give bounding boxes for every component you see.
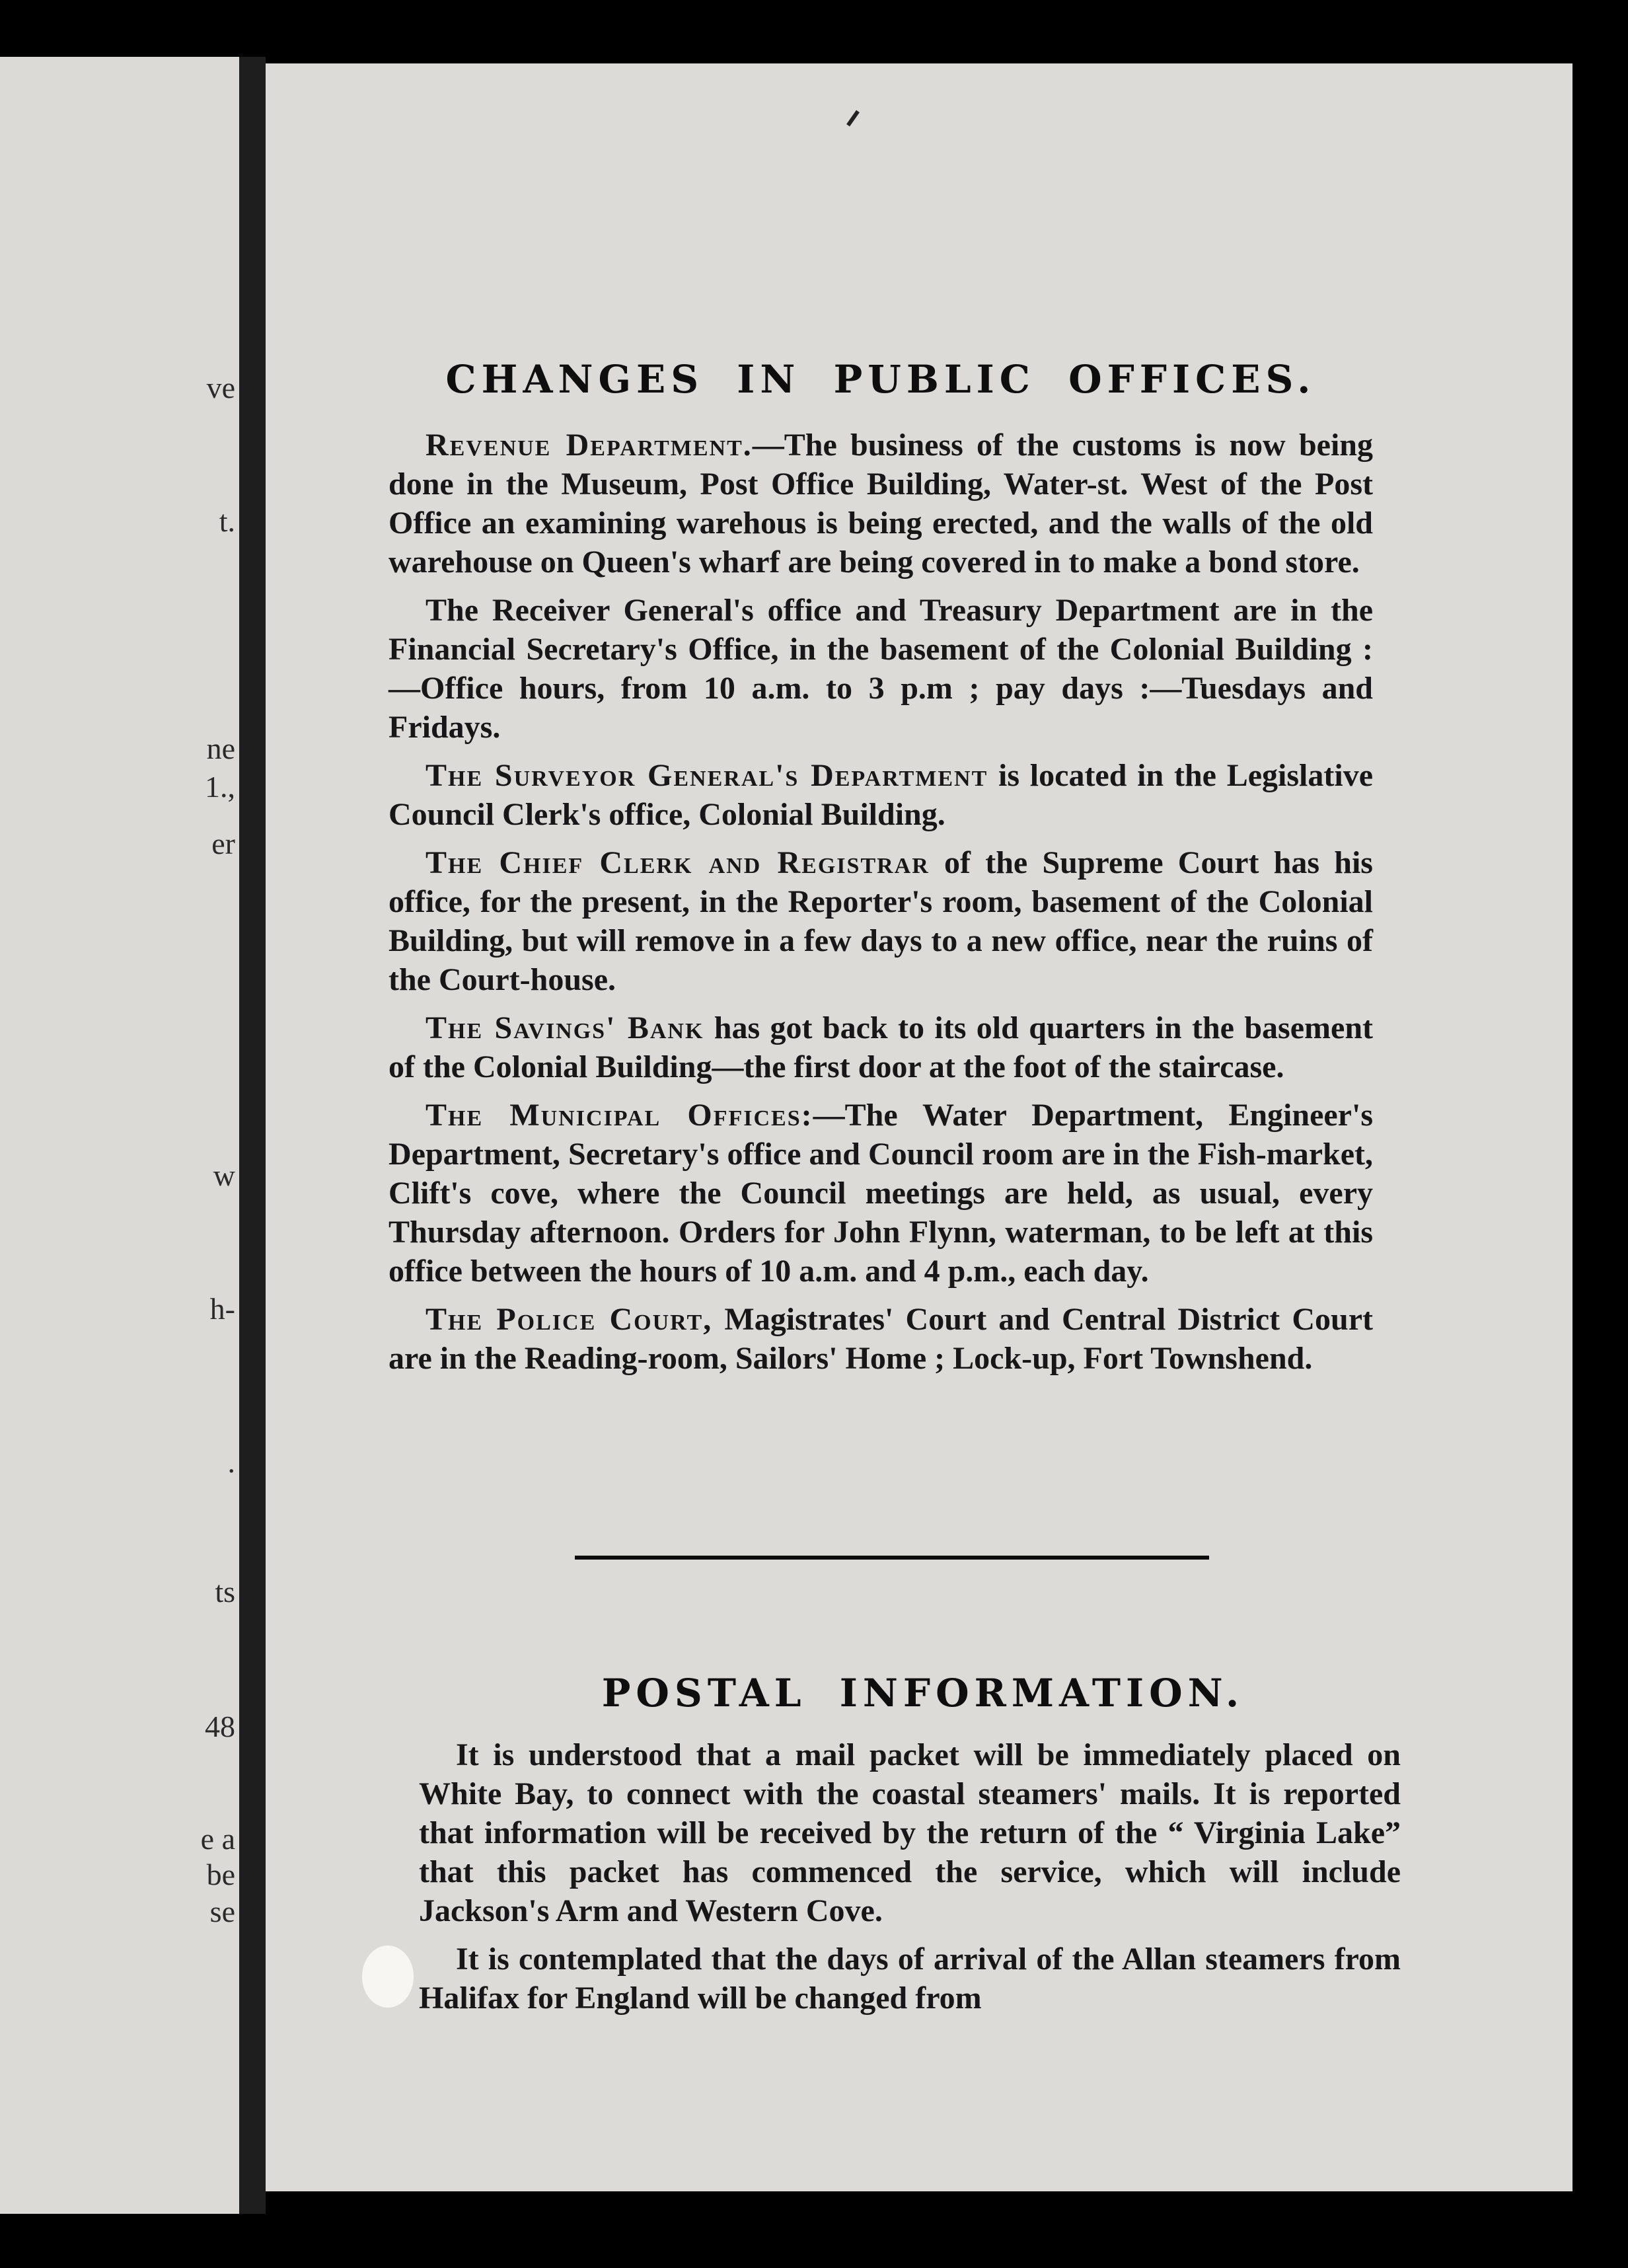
left-text-fragment: t.: [219, 504, 235, 538]
left-text-fragment: e a: [200, 1822, 235, 1856]
main-page-lower: [266, 63, 1572, 2191]
left-text-fragment: 48: [205, 1710, 235, 1743]
paragraph-text: —The business of the customs is now being done in the Museum, Post Office Building, Water-st. West of the Post Office an examining warehous is being erected, and the walls of the old warehouse on Queen's wharf are being covered in to make a bond store.: [388, 428, 1373, 580]
left-text-fragment: ts: [215, 1575, 235, 1608]
left-text-fragment: 1.,: [205, 770, 235, 804]
paragraph-text: —The Water Department, Engineer's Department, Secretary's office and Council room are in the Fish-market, Clift's cove, where the Council meetings are held, as usual, every Thursday afternoon. Orders for John Flynn, waterman, to be left at this office between the hours of 10 a.m. and 4 p.m., each day.: [388, 1098, 1373, 1289]
left-text-fragment: er: [211, 827, 235, 860]
paragraph-text: It is understood that a mail packet will be immediately placed on White Bay, to connect with the coastal steamers' mails. It is reported that information will be received by the return of the “ Virginia Lake” that this packet has commenced the service, which will include Jackson's Arm and Western Cove.: [419, 1737, 1401, 1928]
paper-blemish: [362, 1946, 414, 2008]
paragraph-mail-packet: [419, 1735, 1401, 1930]
left-text-fragment: ve: [206, 371, 235, 404]
left-text-fragment: .: [227, 1445, 235, 1479]
section-postal-information: [419, 1671, 1401, 2027]
paragraph-text: The Receiver General's office and Treasury Department are in the Financial Secretary's Office, in the basement of the Colonial Building :—Office hours, from 10 a.m. to 3 p.m ; pay days :—Tuesdays and Fridays.: [388, 593, 1373, 745]
book-gutter: [239, 57, 266, 2214]
paragraph-text: has got back to its old quarters in the basement of the Colonial Building—the first door at the foot of the staircase.: [388, 1010, 1373, 1084]
left-text-fragment: se: [209, 1895, 235, 1928]
paragraph-lead: The Chief Clerk and Registrar: [426, 845, 930, 880]
left-page-fragment: [0, 57, 239, 2214]
left-text-fragment: w: [213, 1158, 235, 1192]
left-text-fragment: be: [206, 1858, 235, 1891]
paragraph-text: It is contemplated that the days of arrival of the Allan steamers from Halifax for England will be changed from: [419, 1942, 1401, 2016]
section-title: POSTAL INFORMATION.: [601, 1671, 1245, 1716]
paragraph-lead: The Police Court,: [426, 1302, 713, 1337]
paragraph-lead: The Municipal Offices:: [426, 1098, 813, 1133]
paragraph-lead: Revenue Department.: [426, 428, 753, 463]
paragraph-allan-steamers: [419, 1940, 1401, 2018]
section-title: CHANGES IN PUBLIC OFFICES.: [445, 357, 1316, 402]
left-text-fragment: h-: [209, 1292, 235, 1326]
paragraph-lead: The Savings' Bank: [426, 1010, 704, 1045]
paragraph-text: Magistrates' Court and Central District Court are in the Reading-room, Sailors' Home ; Lock-up, Fort Townshend.: [388, 1302, 1374, 1376]
paragraph-text: is located in the Legislative Council Clerk's office, Colonial Building.: [388, 758, 1374, 832]
paragraph-list: [419, 1735, 1401, 2018]
left-text-fragment: ne: [206, 732, 235, 765]
paragraph-lead: The Surveyor General's Department: [426, 758, 988, 793]
paragraph-text: of the Supreme Court has his office, for the present, in the Reporter's room, basement of the Colonial Building, but will remove in a few days to a new office, near the ruins of the Court-house.: [388, 845, 1373, 997]
